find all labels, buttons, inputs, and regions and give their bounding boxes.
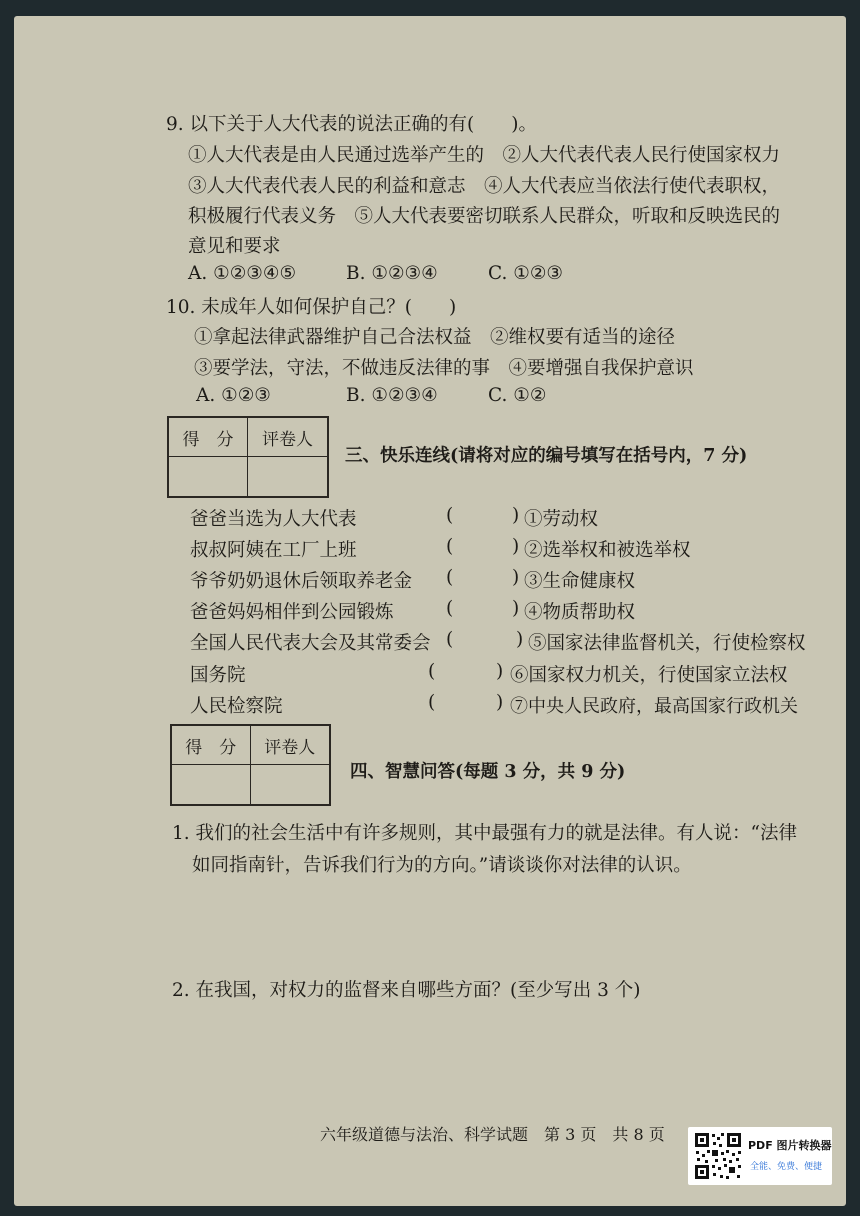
match-left-6: 国务院 [190,665,246,686]
match-close-paren: ) [512,598,520,619]
match-open-paren: ( [446,629,454,650]
match-right-4: ④物质帮助权 [524,602,636,623]
q9-option-b: B. ①②③④ [346,263,438,284]
grader-label: 评卷人 [248,418,327,457]
section-4-title: 四、智慧问答(每题 3 分，共 9 分) [350,762,626,782]
match-close-paren: ) [512,567,520,588]
q10-option-a: A. ①②③ [196,385,271,406]
score-field[interactable] [172,765,251,804]
q10-option-c: C. ①② [488,385,547,406]
match-left-3: 爷爷奶奶退休后领取养老金 [190,571,413,592]
match-open-paren: ( [446,567,454,588]
watermark-subtitle: 全能、免费、便捷 [750,1162,823,1172]
match-left-5: 全国人民代表大会及其常委会 [190,633,431,654]
s4-q1-line-2: 如同指南针，告诉我们行为的方向。”请谈谈你对法律的认识。 [192,855,692,876]
match-left-4: 爸爸妈妈相伴到公园锻炼 [190,602,394,623]
q10-line-1: ①拿起法律武器维护自己合法权益 ②维权要有适当的途径 [194,327,676,348]
match-left-7: 人民检察院 [190,696,283,717]
match-left-1: 爸爸当选为人大代表 [190,509,357,530]
s4-q1-line-1: 1. 我们的社会生活中有许多规则，其中最强有力的就是法律。有人说：“法律 [172,823,797,844]
match-right-7: ⑦中央人民政府，最高国家行政机关 [510,696,798,717]
q9-stem: 9. 以下关于人大代表的说法正确的有( )。 [166,114,537,135]
match-close-paren: ) [512,505,520,526]
q10-line-2: ③要学法，守法，不做违反法律的事 ④要增强自我保护意识 [194,358,694,379]
match-right-1: ①劳动权 [524,509,599,530]
match-open-paren: ( [446,505,454,526]
match-open-paren: ( [446,536,454,557]
match-close-paren: ) [516,629,524,650]
match-right-3: ③生命健康权 [524,571,636,592]
match-open-paren: ( [428,692,436,713]
score-box-section-3 [167,416,329,498]
s4-q2: 2. 在我国，对权力的监督来自哪些方面？(至少写出 3 个) [172,980,641,1001]
q10-option-b: B. ①②③④ [346,385,438,406]
page-footer: 六年级道德与法治、科学试题 第 3 页 共 8 页 [320,1125,665,1144]
q9-line-2: ③人大代表代表人民的利益和意志 ④人大代表应当依法行使代表职权， [188,176,781,197]
match-right-5: ⑤国家法律监督机关，行使检察权 [528,633,806,654]
q9-option-a: A. ①②③④⑤ [188,263,297,284]
match-close-paren: ) [496,661,504,682]
section-3-title: 三、快乐连线(请将对应的编号填写在括号内，7 分) [345,446,748,466]
match-open-paren: ( [428,661,436,682]
converter-watermark [688,1127,832,1185]
grader-label: 评卷人 [251,726,330,765]
grader-field[interactable] [248,457,327,496]
q9-line-4: 意见和要求 [188,236,281,257]
watermark-title: PDF 图片转换器 [748,1139,832,1152]
qr-code-icon [693,1131,743,1181]
match-left-2: 叔叔阿姨在工厂上班 [190,540,357,561]
q9-option-c: C. ①②③ [488,263,564,284]
grader-field[interactable] [251,765,330,804]
score-label: 得 分 [169,418,248,457]
match-close-paren: ) [496,692,504,713]
score-box-section-4 [170,724,331,806]
q9-line-1: ①人大代表是由人民通过选举产生的 ②人大代表代表人民行使国家权力 [188,145,781,166]
score-label: 得 分 [172,726,251,765]
match-close-paren: ) [512,536,520,557]
q9-line-3: 积极履行代表义务 ⑤人大代表要密切联系人民群众，听取和反映选民的 [188,206,781,227]
match-right-2: ②选举权和被选举权 [524,540,691,561]
match-right-6: ⑥国家权力机关，行使国家立法权 [510,665,788,686]
q10-stem: 10. 未成年人如何保护自己？( ) [166,297,457,318]
score-field[interactable] [169,457,248,496]
match-open-paren: ( [446,598,454,619]
